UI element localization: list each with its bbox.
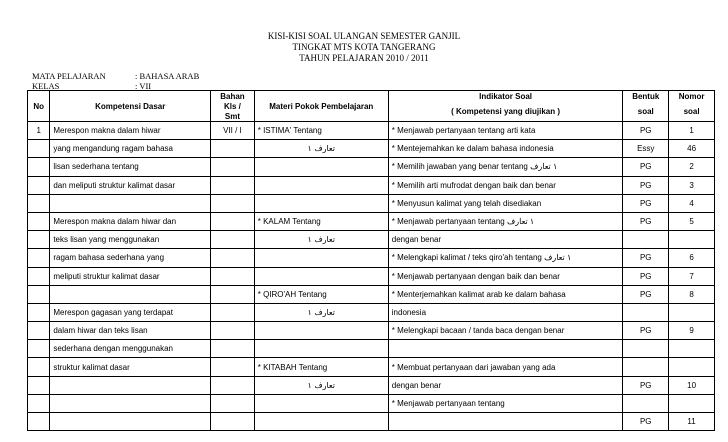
cell-indikator: * Menjawab pertanyaan tentang arti kata [388, 122, 623, 140]
cell-nomor [669, 394, 715, 412]
cell-materi [254, 158, 388, 176]
cell-materi: * KITABAH Tentang [254, 358, 388, 376]
cell-kompetensi: struktur kalimat dasar [50, 358, 211, 376]
cell-materi: * QIRO'AH Tentang [254, 285, 388, 303]
cell-materi: * ISTIMA' Tentang [254, 122, 388, 140]
cell-nomor: 6 [669, 249, 715, 267]
cell-bahan [211, 376, 255, 394]
cell-kompetensi: sederhana dengan menggunakan [50, 340, 211, 358]
document-title [0, 31, 728, 64]
table-body [28, 122, 715, 431]
cell-bentuk: PG [623, 194, 669, 212]
col-kompetensi: Kompetensi Dasar [50, 91, 211, 122]
cell-bentuk: PG [623, 267, 669, 285]
cell-nomor: 3 [669, 176, 715, 194]
cell-kompetensi: dan meliputi struktur kalimat dasar [50, 176, 211, 194]
cell-bentuk: PG [623, 122, 669, 140]
title-line-2: TINGKAT MTS KOTA TANGERANG [292, 42, 436, 52]
cell-no [28, 376, 50, 394]
cell-materi [254, 267, 388, 285]
cell-bahan: VII / I [211, 122, 255, 140]
cell-no [28, 358, 50, 376]
cell-no [28, 303, 50, 321]
cell-bentuk: PG [623, 413, 669, 431]
cell-bentuk: PG [623, 212, 669, 230]
cell-no [28, 413, 50, 431]
cell-nomor: 5 [669, 212, 715, 230]
col-materi: Materi Pokok Pembelajaran [254, 91, 388, 122]
table-row [28, 285, 715, 303]
cell-materi [254, 194, 388, 212]
table-row [28, 413, 715, 431]
col-bentuk-2: soal [623, 101, 669, 122]
cell-no [28, 140, 50, 158]
table-row [28, 358, 715, 376]
col-no: No [28, 91, 50, 122]
cell-indikator: * Menterjemahkan kalimat arab ke dalam bahasa [388, 285, 623, 303]
cell-kompetensi: Merespon makna dalam hiwar dan [50, 212, 211, 230]
col-bahan-1: Bahan [211, 91, 255, 102]
table-row [28, 267, 715, 285]
cell-bahan [211, 140, 255, 158]
kisi-kisi-table [27, 90, 715, 431]
cell-bentuk: PG [623, 376, 669, 394]
cell-indikator: dengan benar [388, 376, 623, 394]
cell-materi: * KALAM Tentang [254, 212, 388, 230]
table-row [28, 340, 715, 358]
cell-bentuk [623, 231, 669, 249]
cell-bentuk [623, 340, 669, 358]
cell-bentuk [623, 303, 669, 321]
table-row [28, 303, 715, 321]
cell-kompetensi [50, 194, 211, 212]
cell-kompetensi: dalam hiwar dan teks lisan [50, 322, 211, 340]
table-row [28, 231, 715, 249]
meta-subject [32, 71, 200, 81]
class-value: : VII [135, 81, 152, 91]
cell-no: 1 [28, 122, 50, 140]
cell-bahan [211, 249, 255, 267]
col-bentuk-1: Bentuk [623, 91, 669, 102]
cell-no [28, 267, 50, 285]
cell-nomor: 9 [669, 322, 715, 340]
table-row [28, 176, 715, 194]
cell-indikator [388, 340, 623, 358]
cell-indikator: * Menyusun kalimat yang telah disediakan [388, 194, 623, 212]
cell-kompetensi: ragam bahasa sederhana yang [50, 249, 211, 267]
cell-no [28, 394, 50, 412]
cell-materi: تعارف ١ [254, 376, 388, 394]
cell-kompetensi: Merespon makna dalam hiwar [50, 122, 211, 140]
cell-bahan [211, 212, 255, 230]
cell-indikator: * Memilih arti mufrodat dengan baik dan benar [388, 176, 623, 194]
cell-nomor [669, 231, 715, 249]
cell-bahan [211, 176, 255, 194]
cell-indikator: * Mentejemahkan ke dalam bahasa indonesia [388, 140, 623, 158]
cell-no [28, 322, 50, 340]
cell-bentuk: PG [623, 285, 669, 303]
table-row [28, 249, 715, 267]
cell-no [28, 176, 50, 194]
cell-nomor [669, 358, 715, 376]
cell-bahan [211, 285, 255, 303]
cell-bahan [211, 303, 255, 321]
cell-materi [254, 413, 388, 431]
table-header [28, 91, 715, 122]
cell-bentuk: PG [623, 176, 669, 194]
title-line-1: KISI-KISI SOAL ULANGAN SEMESTER GANJIL [267, 31, 461, 41]
cell-nomor: 7 [669, 267, 715, 285]
cell-indikator: * Membuat pertanyaan dari jawaban yang ada [388, 358, 623, 376]
cell-materi: تعارف ١ [254, 140, 388, 158]
cell-nomor: 4 [669, 194, 715, 212]
cell-nomor: 1 [669, 122, 715, 140]
cell-nomor: 2 [669, 158, 715, 176]
cell-materi [254, 176, 388, 194]
cell-indikator: * Menjawab pertanyaan tentang [388, 394, 623, 412]
cell-bahan [211, 158, 255, 176]
cell-kompetensi: Merespon gagasan yang terdapat [50, 303, 211, 321]
cell-indikator: * Melengkapi bacaan / tanda baca dengan benar [388, 322, 623, 340]
cell-indikator [388, 413, 623, 431]
col-indikator: Indikator Soal [388, 91, 623, 102]
cell-nomor: 8 [669, 285, 715, 303]
cell-indikator: * Memilih jawaban yang benar tentang ١ تعارف [388, 158, 623, 176]
cell-bahan [211, 231, 255, 249]
cell-bahan [211, 267, 255, 285]
cell-nomor [669, 303, 715, 321]
title-line-3: TAHUN PELAJARAN 2010 / 2011 [299, 53, 429, 63]
cell-no [28, 158, 50, 176]
cell-nomor: 46 [669, 140, 715, 158]
table-row [28, 394, 715, 412]
table-row [28, 322, 715, 340]
cell-indikator: dengan benar [388, 231, 623, 249]
cell-bahan [211, 358, 255, 376]
table-row [28, 194, 715, 212]
col-nomor-2: soal [669, 101, 715, 122]
cell-no [28, 194, 50, 212]
cell-bahan [211, 194, 255, 212]
cell-bahan [211, 340, 255, 358]
cell-nomor: 11 [669, 413, 715, 431]
table-row [28, 376, 715, 394]
subject-label: MATA PELAJARAN [32, 71, 106, 81]
col-nomor-1: Nomor [669, 91, 715, 102]
cell-no [28, 249, 50, 267]
cell-materi [254, 249, 388, 267]
class-label: KELAS [32, 81, 60, 91]
cell-bahan [211, 322, 255, 340]
cell-bentuk [623, 394, 669, 412]
col-indikator-sub: ( Kompetensi yang diujikan ) [388, 101, 623, 122]
cell-bahan [211, 394, 255, 412]
cell-bentuk: PG [623, 322, 669, 340]
subject-value: : BAHASA ARAB [135, 71, 200, 81]
cell-kompetensi: meliputi struktur kalimat dasar [50, 267, 211, 285]
cell-materi [254, 322, 388, 340]
cell-bentuk [623, 358, 669, 376]
cell-kompetensi: teks lisan yang menggunakan [50, 231, 211, 249]
cell-indikator: * Menjawab pertanyaan dengan baik dan benar [388, 267, 623, 285]
cell-bahan [211, 413, 255, 431]
cell-indikator: * Melengkapi kalimat / teks qiro'ah tentang ١ تعارف [388, 249, 623, 267]
table-row [28, 158, 715, 176]
table-row [28, 212, 715, 230]
cell-materi: تعارف ١ [254, 303, 388, 321]
table-row [28, 140, 715, 158]
cell-kompetensi [50, 394, 211, 412]
cell-no [28, 285, 50, 303]
cell-kompetensi [50, 413, 211, 431]
cell-bentuk: PG [623, 249, 669, 267]
cell-kompetensi [50, 285, 211, 303]
cell-kompetensi [50, 376, 211, 394]
col-bahan-2: Kls / [211, 101, 255, 111]
cell-kompetensi: yang mengandung ragam bahasa [50, 140, 211, 158]
cell-materi [254, 340, 388, 358]
cell-no [28, 212, 50, 230]
col-bahan-3: Smt [211, 111, 255, 122]
cell-no [28, 340, 50, 358]
cell-bentuk: Essy [623, 140, 669, 158]
cell-nomor: 10 [669, 376, 715, 394]
cell-materi [254, 394, 388, 412]
cell-materi: تعارف ١ [254, 231, 388, 249]
table-row [28, 122, 715, 140]
cell-nomor [669, 340, 715, 358]
cell-indikator: * Menjawab pertanyaan tentang ١ تعارف [388, 212, 623, 230]
cell-no [28, 231, 50, 249]
cell-kompetensi: lisan sederhana tentang [50, 158, 211, 176]
cell-bentuk: PG [623, 158, 669, 176]
cell-indikator: indonesia [388, 303, 623, 321]
